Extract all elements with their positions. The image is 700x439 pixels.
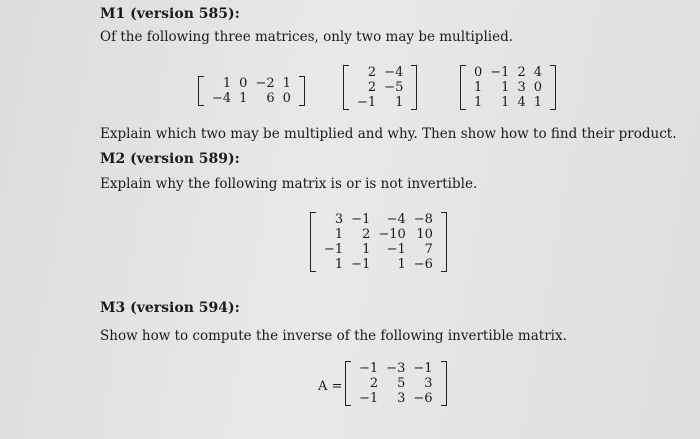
matrix-left-bracket [198,76,204,106]
matrix-left-bracket [343,65,349,110]
matrix-entry: −1 [413,361,433,376]
matrix-row [353,65,407,80]
matrix-entry: −1 [351,257,371,272]
matrix-entry: 1 [501,80,510,95]
matrix-entry: 10 [416,227,433,242]
m2-heading: M2 (version 589): [100,151,240,167]
matrix-right-bracket [441,361,447,406]
matrix-grid [320,212,437,272]
matrix-entry: 1 [474,80,483,95]
matrix-row [470,65,546,80]
matrix-entry: 3 [517,80,526,95]
m2-matrix [310,212,447,272]
matrix-entry: 2 [367,80,377,95]
matrix-left-bracket [310,212,316,272]
matrix-grid [353,65,407,110]
matrix-row [353,80,407,95]
matrix-entry: −4 [212,91,232,106]
matrix-entry: −3 [386,361,406,376]
matrix-left-bracket [345,361,351,406]
m1-intro: Of the following three matrices, only two may be multiplied. [100,29,513,45]
matrix-entry: −1 [386,242,406,257]
matrix-entry: 5 [397,376,406,391]
matrix-entry: 1 [239,91,248,106]
matrix-entry: −4 [384,65,404,80]
matrix-grid [470,65,546,110]
matrix-entry: −6 [413,391,433,406]
matrix-entry: −1 [324,242,344,257]
matrix-right-bracket [441,212,447,272]
matrix-entry: 0 [474,65,483,80]
matrix-entry: −1 [490,65,510,80]
matrix-row [320,227,437,242]
matrix-entry: 1 [334,227,344,242]
matrix-entry: 3 [424,376,433,391]
matrix-entry: 1 [334,257,344,272]
matrix-entry: −5 [384,80,404,95]
matrix-right-bracket [299,76,305,106]
matrix-right-bracket [411,65,417,110]
matrix-entry: 3 [397,391,406,406]
m3-matrix [345,361,447,406]
matrix-entry: 0 [239,76,248,91]
matrix-entry: 0 [282,91,291,106]
matrix-entry: 2 [369,376,379,391]
matrix-row [320,212,437,227]
matrix-entry: 2 [362,227,371,242]
matrix-entry: −6 [413,257,433,272]
matrix-row [470,80,546,95]
matrix-row [353,95,407,110]
matrix-entry: −1 [357,95,377,110]
matrix-row [355,376,437,391]
m3-heading: M3 (version 594): [100,300,240,316]
matrix-entry: −8 [413,212,433,227]
matrix-entry: 1 [501,95,510,110]
matrix-row [320,257,437,272]
matrix-entry: −1 [351,212,371,227]
m1-question: Explain which two may be multiplied and why. Then show how to find their product. [100,126,677,142]
matrix-left-bracket [460,65,466,110]
matrix-entry: 1 [282,76,291,91]
matrix-entry: 2 [517,65,526,80]
matrix-entry: −10 [378,227,406,242]
matrix-entry: 4 [533,65,543,80]
matrix-row [208,76,295,91]
matrix-right-bracket [550,65,556,110]
matrix-row [208,91,295,106]
matrix-row [355,361,437,376]
matrix-grid [208,76,295,106]
matrix-entry: 1 [395,95,404,110]
m1-matrix-1 [198,76,305,106]
matrix-entry: 1 [533,95,543,110]
matrix-entry: 2 [367,65,377,80]
m1-matrix-2 [343,65,417,110]
matrix-grid [355,361,437,406]
matrix-entry: 1 [397,257,406,272]
matrix-row [320,242,437,257]
m2-question: Explain why the following matrix is or is not invertible. [100,176,478,192]
matrix-entry: 7 [424,242,433,257]
m1-heading: M1 (version 585): [100,6,240,22]
m1-matrix-3 [460,65,556,110]
matrix-entry: −4 [386,212,406,227]
matrix-entry: 0 [533,80,543,95]
m3-question: Show how to compute the inverse of the following invertible matrix. [100,328,567,344]
matrix-entry: 1 [474,95,483,110]
matrix-entry: 4 [517,95,526,110]
matrix-entry: 1 [362,242,371,257]
matrix-entry: −2 [255,76,275,91]
matrix-entry: −1 [359,361,379,376]
matrix-entry: −1 [359,391,379,406]
matrix-row [470,95,546,110]
matrix-entry: 6 [266,91,275,106]
matrix-row [355,391,437,406]
m3-matrix-label: A = [318,379,343,394]
matrix-entry: 3 [334,212,344,227]
matrix-entry: 1 [222,76,232,91]
